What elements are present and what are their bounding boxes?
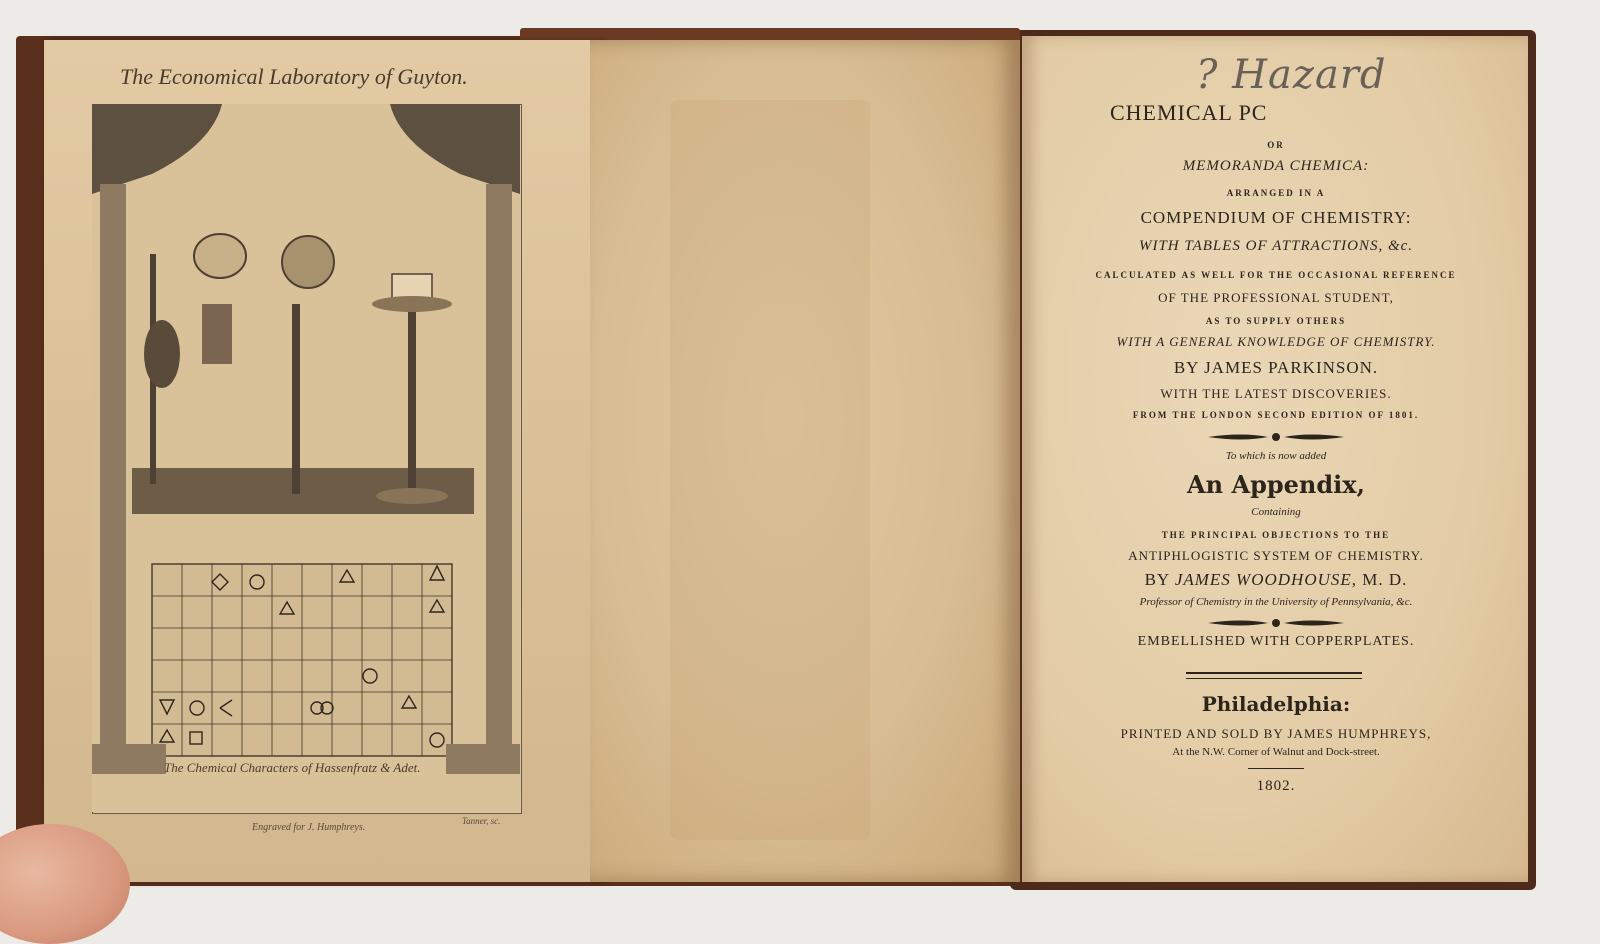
title-year: 1802. <box>1256 778 1296 794</box>
title-embellished: EMBELLISHED WITH COPPERPLATES. <box>1137 634 1415 649</box>
retort-flask <box>282 236 334 288</box>
title-author: BY JAMES PARKINSON. <box>1173 358 1379 377</box>
lamp-shade <box>202 304 232 364</box>
engraver-credit: Tanner, sc. <box>462 816 501 826</box>
right-column <box>486 184 512 744</box>
rule-bottom <box>1186 678 1362 679</box>
engraved-for-credit: Engraved for J. Humphreys. <box>252 822 366 833</box>
stand-rod-right <box>408 294 416 494</box>
left-column <box>100 184 126 744</box>
title-professor: Professor of Chemistry in the University of Pennsylvania, &c. <box>1139 596 1413 608</box>
title-line: CHEMICAL PC <box>1110 100 1268 125</box>
left-column-base <box>92 744 166 774</box>
receiver-globe <box>194 234 246 278</box>
plate-caption: The Economical Laboratory of Guyton. <box>120 64 468 89</box>
title-arranged: ARRANGED IN A <box>1226 188 1326 198</box>
stand-rod-center <box>292 304 300 494</box>
ornament-divider-2 <box>1208 618 1344 628</box>
title-memoranda: MEMORANDA CHEMICA: <box>1182 158 1370 174</box>
blank-verso-page <box>590 40 1020 882</box>
title-antiphlogistic: ANTIPHLOGISTIC SYSTEM OF CHEMISTRY. <box>1128 548 1424 563</box>
title-added: To which is now added <box>1225 450 1327 462</box>
basin <box>372 296 452 312</box>
furnace-left <box>144 320 180 388</box>
glyph-table-caption: The Chemical Characters of Hassenfratz & Adet. <box>164 760 421 775</box>
title-woodhouse-line <box>1145 570 1408 590</box>
title-or: OR <box>1267 140 1285 150</box>
handwritten-signature: ? Hazard <box>1196 52 1387 98</box>
title-tables: WITH TABLES OF ATTRACTIONS, &c. <box>1138 238 1414 254</box>
title-printed: PRINTED AND SOLD BY JAMES HUMPHREYS, <box>1120 726 1432 741</box>
title-professional: OF THE PROFESSIONAL STUDENT, <box>1158 290 1394 305</box>
title-calculated: CALCULATED AS WELL FOR THE OCCASIONAL REFERENCE <box>1095 270 1457 280</box>
laboratory-engraving <box>92 104 520 812</box>
title-city: Philadelphia: <box>1201 692 1351 716</box>
title-by: BY <box>1144 570 1170 589</box>
title-objections: THE PRINCIPAL OBJECTIONS TO THE <box>1161 530 1391 540</box>
right-column-base <box>446 744 520 774</box>
ornament-divider <box>1208 432 1344 442</box>
title-supply: AS TO SUPPLY OTHERS <box>1205 316 1347 326</box>
title-containing: Containing <box>1251 506 1301 518</box>
title-woodhouse: JAMES WOODHOUSE, <box>1174 570 1358 589</box>
year-rule <box>1248 768 1304 769</box>
title-corner: At the N.W. Corner of Walnut and Dock-street. <box>1172 746 1380 758</box>
title-general: WITH A GENERAL KNOWLEDGE OF CHEMISTRY. <box>1116 334 1436 349</box>
title-md: M. D. <box>1362 570 1408 589</box>
title-edition: FROM THE LONDON SECOND EDITION OF 1801. <box>1132 410 1420 420</box>
stand-base <box>376 488 448 504</box>
page-stain <box>670 100 870 840</box>
title-appendix: An Appendix, <box>1187 470 1365 499</box>
title-compendium: COMPENDIUM OF CHEMISTRY: <box>1140 208 1412 227</box>
title-latest: WITH THE LATEST DISCOVERIES. <box>1160 386 1392 401</box>
rule-top <box>1186 672 1362 674</box>
